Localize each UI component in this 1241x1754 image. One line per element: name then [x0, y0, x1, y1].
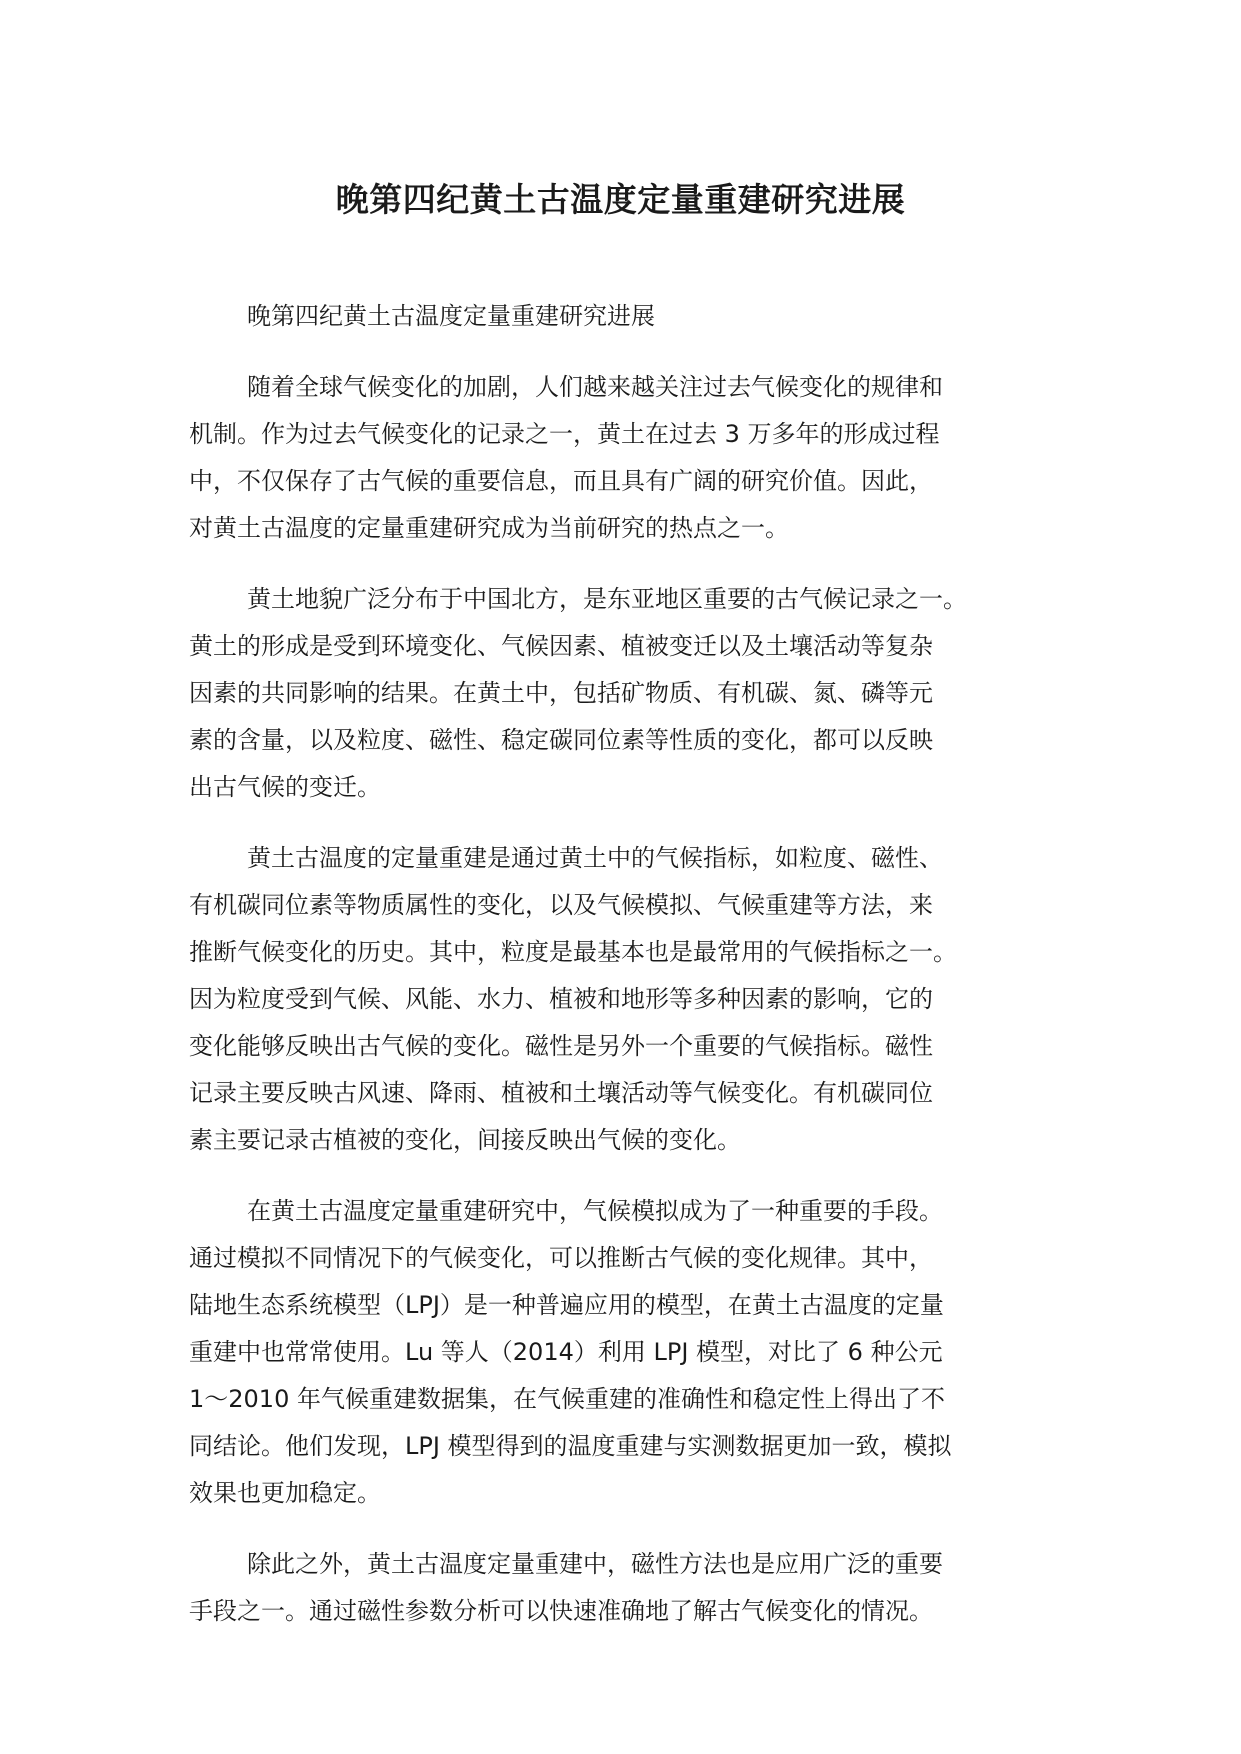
text-line: 出古气候的变迁。 — [189, 773, 381, 801]
text-line: 在黄土古温度定量重建研究中，气候模拟成为了一种重要的手段。 — [247, 1197, 943, 1225]
text-line: 随着全球气候变化的加剧，人们越来越关注过去气候变化的规律和 — [247, 373, 943, 401]
text-line: 有机碳同位素等物质属性的变化，以及气候模拟、气候重建等方法，来 — [189, 891, 933, 919]
text-line: 陆地生态系统模型（LPJ）是一种普遍应用的模型，在黄土古温度的定量 — [189, 1291, 944, 1319]
paragraph-5 — [189, 1188, 1069, 1517]
paragraph-4 — [189, 835, 1069, 1164]
text-line: 手段之一。通过磁性参数分析可以快速准确地了解古气候变化的情况。 — [189, 1597, 933, 1625]
text-line: 黄土古温度的定量重建是通过黄土中的气候指标，如粒度、磁性、 — [247, 844, 943, 872]
text-line: 黄土的形成是受到环境变化、气候因素、植被变迁以及土壤活动等复杂 — [189, 632, 933, 660]
text-line: 通过模拟不同情况下的气候变化，可以推断古气候的变化规律。其中， — [189, 1244, 933, 1272]
paragraph-6 — [189, 1541, 1069, 1635]
text-line: 除此之外，黄土古温度定量重建中，磁性方法也是应用广泛的重要 — [247, 1550, 943, 1578]
text-line: 黄土地貌广泛分布于中国北方，是东亚地区重要的古气候记录之一。 — [247, 585, 967, 613]
paragraph-1 — [189, 293, 1069, 340]
text-line: 机制。作为过去气候变化的记录之一，黄土在过去 3 万多年的形成过程 — [189, 420, 940, 448]
paragraph-2 — [189, 364, 1069, 552]
text-line: 中，不仅保存了古气候的重要信息，而且具有广阔的研究价值。因此， — [189, 467, 933, 495]
text-line: 效果也更加稳定。 — [189, 1479, 381, 1507]
text-line: 素的含量，以及粒度、磁性、稳定碳同位素等性质的变化，都可以反映 — [189, 726, 933, 754]
text-line: 推断气候变化的历史。其中，粒度是最基本也是最常用的气候指标之一。 — [189, 938, 957, 966]
document-title: 晚第四纪黄土古温度定量重建研究进展 — [335, 180, 906, 219]
text-line: 重建中也常常使用。Lu 等人（2014）利用 LPJ 模型，对比了 6 种公元 — [189, 1338, 943, 1366]
text-line: 因为粒度受到气候、风能、水力、植被和地形等多种因素的影响，它的 — [189, 985, 933, 1013]
text-line: 记录主要反映古风速、降雨、植被和土壤活动等气候变化。有机碳同位 — [189, 1079, 933, 1107]
paragraph-3 — [189, 576, 1069, 811]
text-line: 1～2010 年气候重建数据集，在气候重建的准确性和稳定性上得出了不 — [189, 1385, 945, 1413]
text-line: 素主要记录古植被的变化，间接反映出气候的变化。 — [189, 1126, 741, 1154]
text-line: 因素的共同影响的结果。在黄土中，包括矿物质、有机碳、氮、磷等元 — [189, 679, 933, 707]
text-line: 同结论。他们发现，LPJ 模型得到的温度重建与实测数据更加一致，模拟 — [189, 1432, 952, 1460]
document-body — [189, 293, 1069, 1659]
text-line: 晚第四纪黄土古温度定量重建研究进展 — [247, 302, 655, 330]
text-line: 变化能够反映出古气候的变化。磁性是另外一个重要的气候指标。磁性 — [189, 1032, 933, 1060]
text-line: 对黄土古温度的定量重建研究成为当前研究的热点之一。 — [189, 514, 789, 542]
